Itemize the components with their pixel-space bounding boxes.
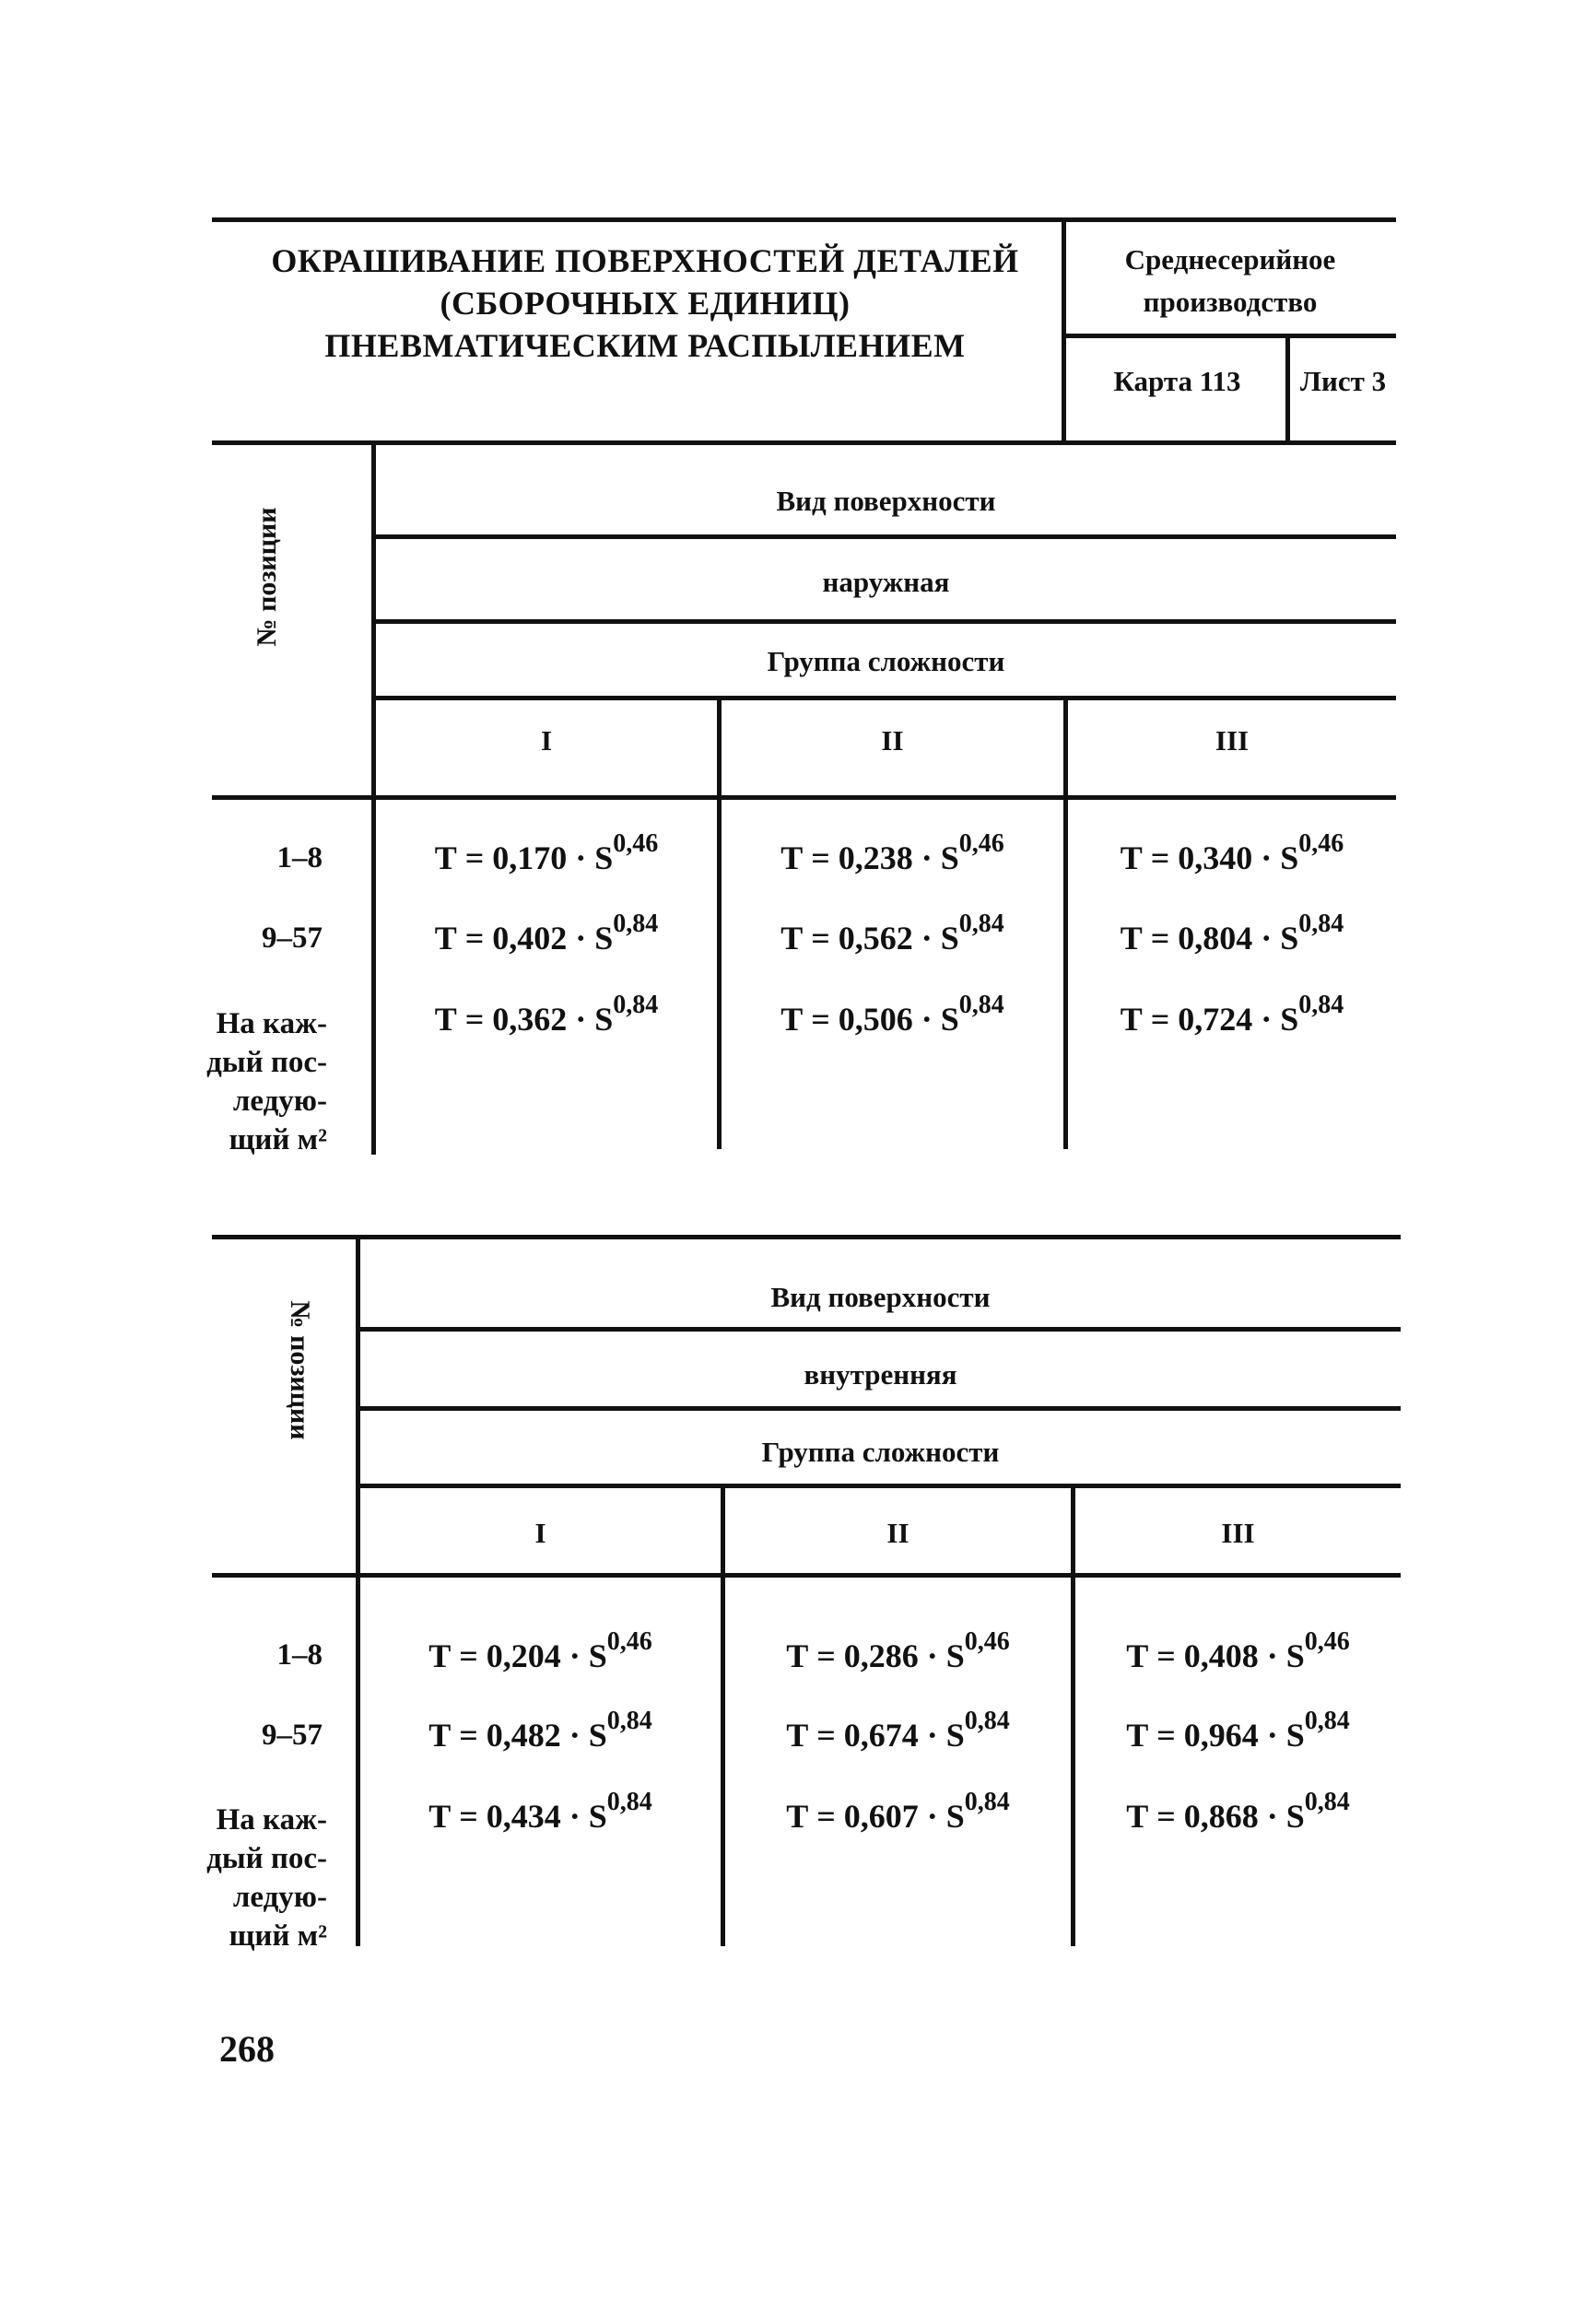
table2-row-label-2: 9–57 — [262, 1719, 323, 1752]
production-type-line-1: Среднесерийное — [1124, 243, 1336, 276]
formula-base: Т = 0,964 · S — [1126, 1717, 1305, 1754]
formula-base: Т = 0,362 · S — [434, 1001, 614, 1038]
table2-group-2: II — [886, 1517, 909, 1549]
table2-row-label-1: 1–8 — [276, 1638, 323, 1672]
document-title-line-1: ОКРАШИВАНИЕ ПОВЕРХНОСТЕЙ ДЕТАЛЕЙ — [271, 242, 1019, 279]
table1-r2-c3-formula — [1068, 910, 1396, 957]
table2-group-3: III — [1221, 1517, 1255, 1549]
table1-group-3: III — [1215, 724, 1250, 757]
formula-exponent: 0,84 — [958, 910, 1004, 938]
formula-exponent: 0,84 — [613, 991, 659, 1019]
table2-r1-c3-formula — [1075, 1627, 1401, 1675]
table1-header-bottom-rule — [212, 795, 1396, 800]
formula-exponent: 0,84 — [1298, 991, 1344, 1019]
table1-r2-c2-formula — [722, 910, 1063, 957]
table2-top-rule — [212, 1235, 1401, 1239]
formula-base: Т = 0,506 · S — [780, 1001, 959, 1038]
table1-r3-c2-formula — [722, 991, 1063, 1039]
table2-r2-c1-formula — [360, 1707, 721, 1755]
table2-surface-header: Вид поверхности — [770, 1281, 991, 1313]
table1-rule-group — [371, 696, 1396, 700]
table2-group-1: I — [534, 1517, 546, 1549]
formula-base: Т = 0,674 · S — [786, 1717, 965, 1754]
table1-r1-c3-formula — [1068, 829, 1396, 877]
table1-rule-type — [371, 619, 1396, 624]
header-top-rule — [212, 217, 1396, 222]
formula-base: Т = 0,607 · S — [786, 1798, 965, 1835]
formula-base: Т = 0,724 · S — [1120, 1001, 1299, 1038]
table2-r1-c2-formula — [725, 1627, 1071, 1675]
formula-exponent: 0,46 — [958, 829, 1004, 858]
table2-position-header: № позиции — [285, 1300, 315, 1440]
table1-r1-c1-formula — [376, 829, 717, 877]
table2-group-header: Группа сложности — [761, 1436, 1000, 1468]
sheet-number: Лист 3 — [1299, 365, 1387, 397]
table1-r3-c1-formula — [376, 991, 717, 1039]
table1-group-1: I — [540, 724, 553, 757]
production-type-line-2: производство — [1143, 286, 1318, 318]
document-title-line-3: ПНЕВМАТИЧЕСКИМ РАСПЫЛЕНИЕМ — [324, 327, 966, 364]
table2-row-label-3: На каж- дый пос- ледую- щий м² — [206, 1803, 327, 1953]
table1-r1-c2-formula — [722, 829, 1063, 877]
formula-exponent: 0,46 — [1298, 829, 1344, 858]
table2-r3-c1-formula — [360, 1788, 721, 1836]
table2-r3-c2-formula — [725, 1788, 1071, 1836]
production-rule — [1064, 334, 1396, 338]
formula-base: Т = 0,482 · S — [428, 1717, 607, 1754]
table1-r3-c3-formula — [1068, 991, 1396, 1039]
formula-base: Т = 0,804 · S — [1120, 920, 1299, 956]
formula-base: Т = 0,340 · S — [1120, 839, 1299, 876]
formula-exponent: 0,46 — [1304, 1627, 1350, 1656]
table1-row-label-2: 9–57 — [262, 921, 323, 955]
formula-base: Т = 0,402 · S — [434, 920, 614, 956]
table1-row-label-1: 1–8 — [276, 841, 323, 874]
table2-r3-c3-formula — [1075, 1788, 1401, 1836]
formula-base: Т = 0,170 · S — [434, 839, 614, 876]
formula-exponent: 0,46 — [613, 829, 659, 858]
page-number: 268 — [219, 2028, 275, 2070]
formula-base: Т = 0,286 · S — [786, 1637, 965, 1674]
table2-rule-group — [356, 1484, 1401, 1488]
table1-position-header: № позиции — [252, 507, 282, 647]
document-title-line-2: (СБОРОЧНЫХ ЕДИНИЦ) — [440, 285, 851, 322]
formula-exponent: 0,84 — [1304, 1788, 1350, 1816]
formula-exponent: 0,46 — [964, 1627, 1010, 1656]
header-bottom-rule — [212, 440, 1396, 445]
table1-group-header: Группа сложности — [767, 645, 1005, 677]
formula-exponent: 0,84 — [1298, 910, 1344, 938]
formula-exponent: 0,46 — [606, 1627, 652, 1656]
formula-exponent: 0,84 — [964, 1707, 1010, 1735]
formula-exponent: 0,84 — [958, 991, 1004, 1019]
formula-base: Т = 0,238 · S — [780, 839, 959, 876]
formula-exponent: 0,84 — [606, 1707, 652, 1735]
formula-exponent: 0,84 — [964, 1788, 1010, 1816]
table1-surface-header: Вид поверхности — [776, 485, 996, 517]
table1-group-2: II — [881, 724, 904, 757]
formula-exponent: 0,84 — [1304, 1707, 1350, 1735]
formula-exponent: 0,84 — [613, 910, 659, 938]
table1-rule-surface — [371, 534, 1396, 539]
formula-base: Т = 0,868 · S — [1126, 1798, 1305, 1835]
table2-position-col-border — [356, 1237, 360, 1946]
table2-r1-c1-formula — [360, 1627, 721, 1675]
table1-r2-c1-formula — [376, 910, 717, 957]
formula-base: Т = 0,408 · S — [1126, 1637, 1305, 1674]
table2-r2-c3-formula — [1075, 1707, 1401, 1755]
table2-surface-type: внутренняя — [804, 1358, 957, 1391]
card-number: Карта 113 — [1113, 365, 1241, 397]
table1-surface-type: наружная — [822, 566, 950, 598]
formula-base: Т = 0,562 · S — [780, 920, 959, 956]
table2-header-bottom-rule — [212, 1573, 1401, 1578]
formula-base: Т = 0,204 · S — [428, 1637, 607, 1674]
formula-exponent: 0,84 — [606, 1788, 652, 1816]
table2-rule-surface — [356, 1327, 1401, 1332]
formula-base: Т = 0,434 · S — [428, 1798, 607, 1835]
table2-r2-c2-formula — [725, 1707, 1071, 1755]
table2-rule-type — [356, 1406, 1401, 1411]
header-divider — [1062, 217, 1066, 444]
table1-row-label-3: На каж- дый пос- ледую- щий м² — [206, 1007, 327, 1156]
